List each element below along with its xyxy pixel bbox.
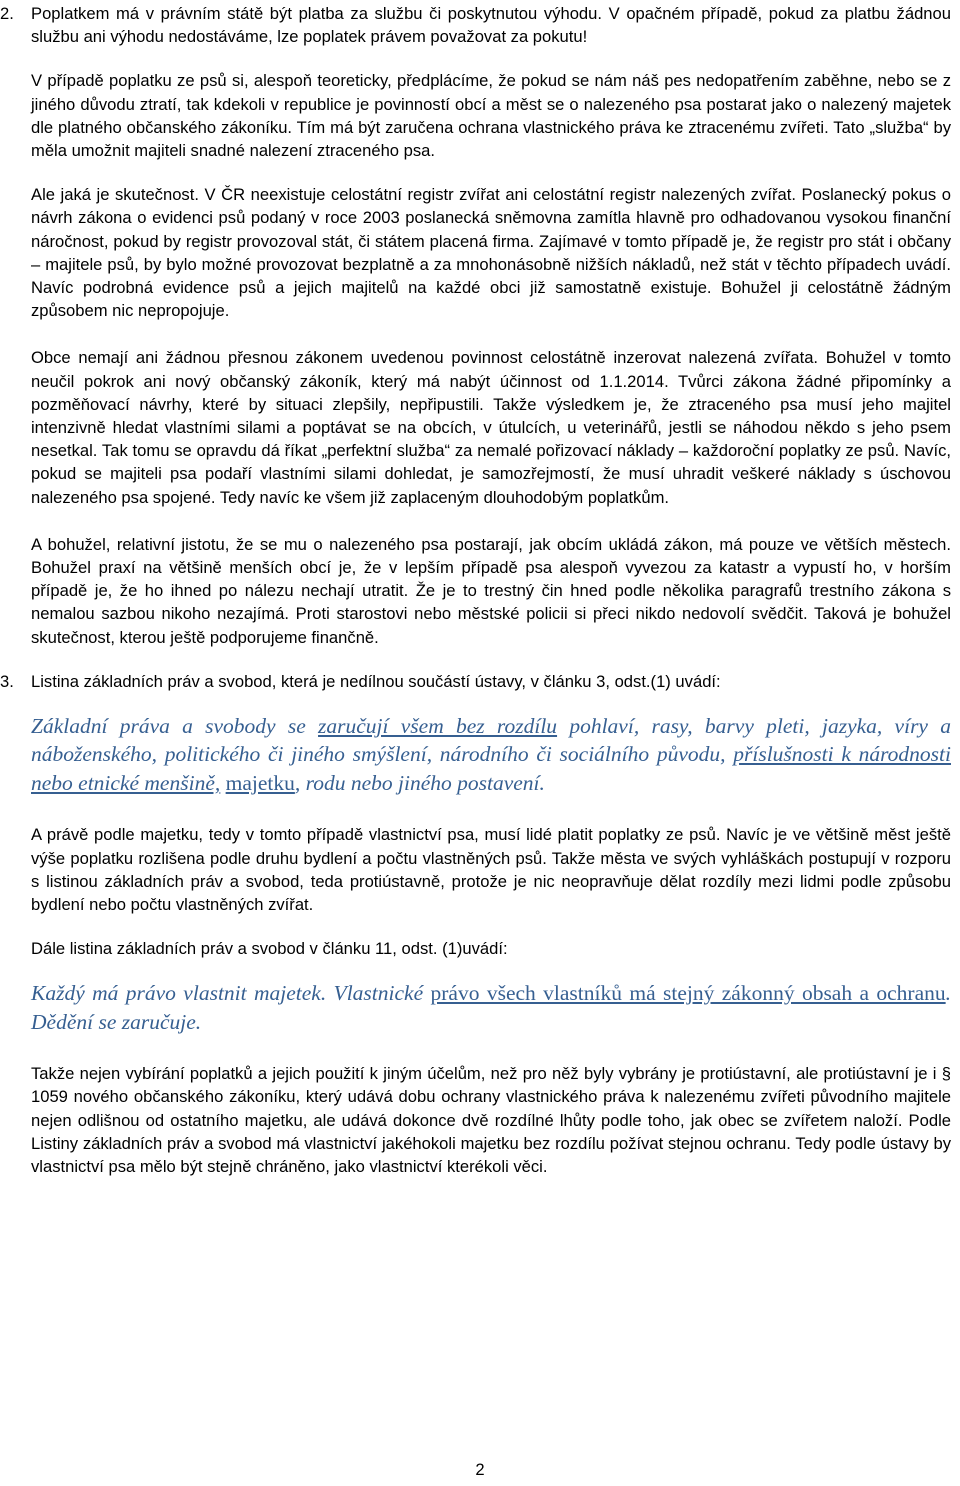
- paragraph-dog-fee: V případě poplatku ze psů si, alespoň teoreticky, předplácíme, že pokud se nám náš pes nedopatřením zaběhne, nebo se z jiného důvodu ztratí, tak kdekoli v republice je povinností obcí a měst se o nalezeného psa postarat jako o nalezený majetek dle platného občanského zákoníku. Tím má být zaručena ochrana vlastnického práva ke ztracenému zvířeti. Tato „služba“ by měla umožnit majiteli snadné nalezení ztraceného psa.: [31, 71, 951, 161]
- paragraph-municipalities: Obce nemají ani žádnou přesnou zákonem uvedenou povinnost celostátně inzerovat nalezená zvířata. Bohužel v tomto neučil pokrok ani nový občanský zákoník, který má nabýt účinnost od 1.1.2014. Tvůrci zákona žádné připomínky a pozměňovací návrhy, které by situaci zlepšily, nepřipustili. Takže výsledkem je, že ztraceného psa musí jeho majitel intenzivně hledat vlastními silami a poptávat se na obcích, v útulcích, u veterinářů, jestli se náhodou někdo s jeho psem nesetkal. Tak tomu se opravdu dá říkat „perfektní služba“ za nemalé pořizovací náklady – každoroční poplatky ze psů. Navíc, pokud se majiteli psa podaří vlastními silami dohledat, je samozřejmostí, že musí uhradit veškeré náklady s úschovou nalezeného psa spojené. Tedy navíc ke všem již zaplaceným dlouhodobým poplatkům.: [31, 348, 951, 507]
- paragraph-relative-certainty: A bohužel, relativní jistotu, že se mu o nalezeného psa postarají, jak obcím ukládá zákon, má pouze ve větších městech. Bohužel praxí na většině menších obcí je, že v lepším případě psa alespoň vyvezou za katastr a vypustí ho, v horším případě je, že ho ihned po nálezu nechají utratit. Že je to trestný čin hned podle několika paragrafů trestního zákona s nemalou sazbou nikoho nezajímá. Proti starostovi nebo městské policii si přeci nikdo nedovolí svědčit. Taková je bohužel skutečnost, kterou ještě podporujeme finančně.: [31, 534, 951, 647]
- numbered-item-3: [0, 670, 951, 693]
- quote-article-3: Základní práva a svobody se zaručují všem bez rozdílu pohlaví, rasy, barvy pleti, jazyka, víry a náboženského, politického či jiného smýšlení, národního či sociálního původu, příslušnosti k národnosti nebo etnické menšině, majetku, rodu nebo jiného postavení.: [31, 714, 951, 795]
- paragraph-reality: Ale jaká je skutečnost. V ČR neexistuje celostátní registr zvířat ani celostátní registr nalezených zvířat. Poslanecký pokus o návrh zákona o evidenci psů podaný v roce 2003 poslanecká sněmovna zamítla hlavně pro odhadovanou vysokou finanční náročnost, pokud by registr provozoval stát, či státem placená firma. Zajímavé v tomto případě je, že registr pro stát i občany – majitele psů, by bylo možné provozovat bezplatně a za mnohonásobně nižších nákladů, než stát v těchto případech uvádí. Navíc podrobná evidence psů a jejich majitelů na každé obci již samostatně existuje. Bohužel ji celostátně žádným způsobem nic nepropojuje.: [31, 185, 951, 321]
- quote-underlined-link[interactable]: právo všech vlastníků má stejný zákonný obsah a ochranu: [430, 981, 946, 1006]
- item-number: 2.: [0, 4, 14, 23]
- item-3-text: Listina základních práv a svobod, která je nedílnou součástí ústavy, v článku 3, odst.(1) uvádí:: [31, 671, 721, 691]
- item-2-text: Poplatkem má v právním státě být platba za službu či poskytnutou výhodu. V opačném případě, pokud za platbu žádnou službu ani výhodu nedostáváme, lze poplatek právem považovat za pokutu!: [31, 4, 951, 47]
- majetku-link[interactable]: majetku: [225, 770, 295, 795]
- item-number: 3.: [0, 671, 14, 691]
- paragraph-article-11-intro: Dále listina základních práv a svobod v článku 11, odst. (1)uvádí:: [31, 939, 508, 959]
- numbered-item-2: [0, 2, 951, 48]
- paragraph-property: A právě podle majetku, tedy v tomto případě vlastnictví psa, musí lidé platit poplatky ze psů. Navíc je ve většině měst ještě výše poplatku rozlišena podle druhu bydlení a počtu vlastněných psů. Takže města ve svých vyhláškách postupují v rozporu s listinou základních práv a svobod, teda protiústavně, protože je nic neopravňuje dělat rozdíly mezi lidmi podle způsobu bydlení nebo počtu vlastněných zvířat.: [31, 825, 951, 914]
- paragraph-unconstitutional: Takže nejen vybírání poplatků a jejich použití k jiným účelům, než pro něž byly vybrány je protiústavní, ale protiústavní je i § 1059 nového občanského zákoníku, který udává dobu ochrany vlastnického práva k nalezenému zvířeti původního majitele nejen odlišnou od ostatního majetku, ale udává dokonce dvě rozdílné lhůty podle toho, jak obec se zvířetem naloží. Podle Listiny základních práv a svobod má vlastnictví jakéhokoli majetku bez rozdílu požívat stejnou ochranu. Tedy podle ústavy by vlastnictví psa mělo být stejně chráněno, jako vlastnictví kterékoli věci.: [31, 1064, 951, 1176]
- quote-article-11: Každý má právo vlastnit majetek. Vlastnické právo všech vlastníků má stejný zákonný obsah a ochranu. Dědění se zaručuje.: [31, 981, 952, 1034]
- quote-underlined: zaručují všem bez rozdílu: [318, 714, 558, 739]
- page-number: 2: [475, 1460, 485, 1479]
- quote-underlined: příslušnosti k národnosti nebo etnické menšině,: [31, 742, 951, 795]
